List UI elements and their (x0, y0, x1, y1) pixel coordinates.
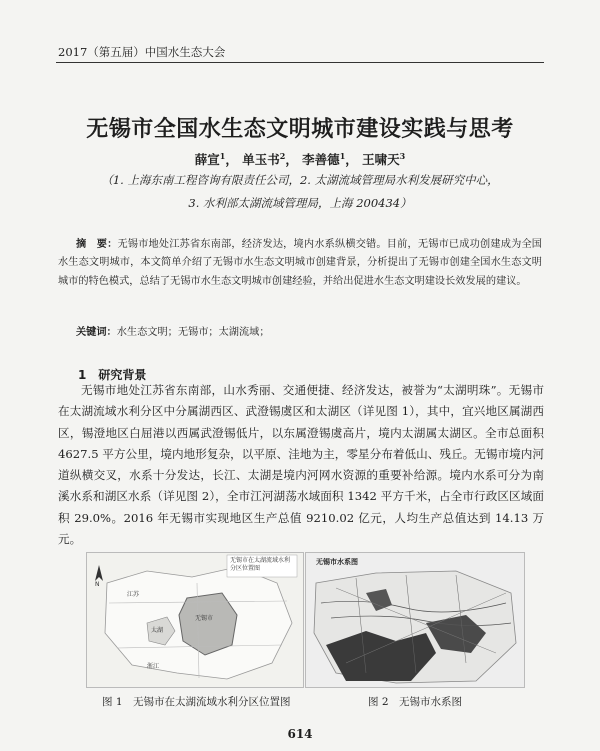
fig2-map-title: 无锡市水系图 (316, 558, 358, 566)
keywords (76, 323, 270, 338)
paper-title: 无锡市全国水生态文明城市建设实践与思考 (86, 117, 514, 142)
author-name: 单玉书 (242, 152, 280, 167)
author-sup: 2 (279, 150, 286, 161)
fig1-legend-text: 无锡市在太湖流域水利分区位置图 (230, 557, 291, 572)
figure-1-caption: 图 1 无锡市在太湖流域水利分区位置图 (102, 696, 291, 708)
author-list: 薛宣$^1$， 单玉书$^2$， 李善德$^1$， 王啸天$^3$ (194, 150, 406, 167)
author-sup: 1 (339, 150, 346, 161)
north-label: N (95, 581, 100, 588)
taihu-label: 太湖 (151, 627, 164, 634)
running-head: 2017（第五届）中国水生态大会 (58, 45, 226, 59)
figure-2-map (305, 552, 525, 688)
zhejiang-label: 浙江 (147, 663, 160, 670)
affiliation-line-2: 3. 水利部太湖流域管理局，上海 200434） (188, 196, 412, 210)
wuxi-label: 无锡市 (195, 615, 214, 622)
affiliation-line-1: （1. 上海东南工程咨询有限责任公司，2. 太湖流域管理局水利发展研究中心， (101, 173, 499, 187)
header-rule (56, 62, 544, 63)
abstract-label: 摘 要： (76, 239, 118, 250)
section-heading: 1 研究背景 (78, 368, 147, 382)
author-name: 王啸天 (362, 152, 400, 167)
figure-2-caption: 图 2 无锡市水系图 (368, 696, 463, 708)
water-system-map-graphic (306, 553, 524, 687)
author-sup: 3 (399, 150, 406, 161)
body-paragraph: 无锡市地处江苏省东南部，山水秀丽、交通便捷、经济发达，被誉为“太湖明珠”。无锡市在太湖流域水利分区中分属湖西区、武澄锡虞区和太湖区（详见图 1），其中，宜兴地区属湖西区，锡澄地区白屈港以西属武澄锡低片，以东属澄锡虞高片，境内太湖属太湖区。全市总面积 4627.5 平方公里，境内地形复杂，以平原、洼地为主，零星分布着低山、残丘。无锡市境内河道纵横交叉，水系十分发达，长江、太湖是境内河网水资源的重要补给源。境内水系可分为南溪水系和湖区水系（详见图 2），全市江河湖荡水域面积 1342 平方千米，占全市行政区区域面积 29.0%。2016 年无锡市实现地区生产总值 9210.02 亿元，人均生产总值达到 14.13 万元。 (58, 383, 544, 547)
author-name: 李善德 (302, 152, 340, 167)
abstract (58, 236, 542, 291)
author-sup: 1 (219, 150, 226, 161)
jiangsu-label: 江苏 (127, 591, 140, 598)
page-number: 614 (287, 727, 313, 741)
keywords-text: 水生态文明；无锡市；太湖流域； (116, 327, 270, 338)
author-name: 薛宣 (194, 152, 220, 167)
keywords-label: 关键词： (76, 327, 117, 338)
abstract-text: 无锡市地处江苏省东南部，经济发达，境内水系纵横交错。目前，无锡市已成功创建成为全国水生态文明城市，本文简单介绍了无锡市水生态文明城市创建背景，分析提出了无锡市创建全国水生态文明城市的特色模式，总结了无锡市水生态文明城市创建经验，并给出促进水生态文明建设长效发展的建议。 (58, 239, 542, 287)
figure-1-map (86, 552, 304, 688)
